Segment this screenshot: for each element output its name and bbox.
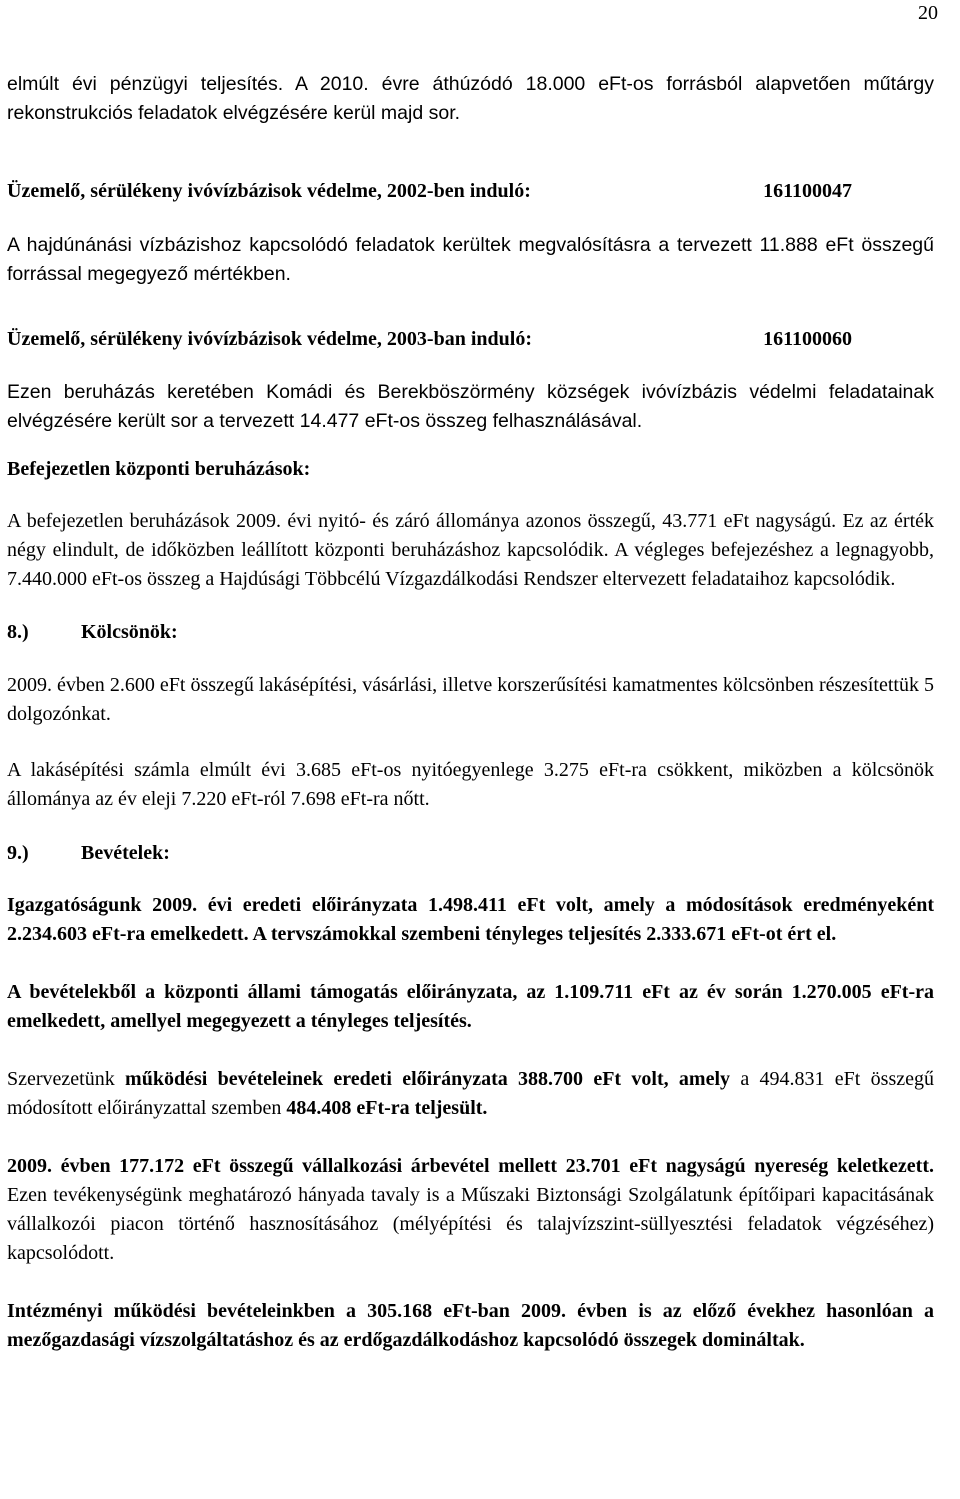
text-run: Szervezetünk bbox=[7, 1068, 126, 1090]
paragraph-komadi: Ezen beruházás keretében Komádi és Berekböszörmény községek ivóvízbázis védelmi feladatainak elvégzésére került sor a tervezett 14.477 eFt-os összeg felhasználásával. bbox=[7, 381, 934, 432]
section-number: 9.) bbox=[7, 842, 29, 864]
project-title: Üzemelő, sérülékeny ivóvízbázisok védelme, 2002-ben induló: bbox=[7, 180, 531, 202]
heading-unfinished-investments: Befejezetlen központi beruházások: bbox=[7, 458, 311, 480]
text-run-bold: 484.408 eFt-ra teljesült. bbox=[286, 1097, 488, 1119]
paragraph-business-revenue bbox=[7, 1152, 934, 1268]
section-heading-revenues bbox=[7, 839, 934, 868]
section-title: Bevételek: bbox=[81, 842, 170, 864]
paragraph-previous-year: elmúlt évi pénzügyi teljesítés. A 2010. évre áthúzódó 18.000 eFt-os forrásból alapvetően műtárgy rekonstrukciós feladatok elvégzésére kerül majd sor. bbox=[7, 73, 934, 124]
project-code: 161100060 bbox=[763, 328, 852, 350]
paragraph-operating-revenue bbox=[7, 1065, 934, 1123]
paragraph-state-support: A bevételekből a központi állami támogatás előirányzata, az 1.109.711 eFt az év során 1.270.005 eFt-ra emelkedett, amellyel megegyezett a tényleges teljesítés. bbox=[7, 981, 934, 1032]
project-code: 161100047 bbox=[763, 180, 852, 202]
page-number: 20 bbox=[918, 2, 938, 24]
paragraph-original-appropriation: Igazgatóságunk 2009. évi eredeti előirányzata 1.498.411 eFt volt, amely a módosítások eredményeként 2.234.603 eFt-ra emelkedett. A tervszámokkal szembeni tényleges teljesítés 2.333.671 eFt-ot ért el. bbox=[7, 894, 934, 945]
section-heading-loans bbox=[7, 618, 934, 647]
paragraph-hajdunanas: A hajdúnánási vízbázishoz kapcsolódó feladatok kerültek megvalósításra a tervezett 11.888 eFt összegű forrással megegyező mértékben. bbox=[7, 234, 934, 285]
project-title: Üzemelő, sérülékeny ivóvízbázisok védelme, 2003-ban induló: bbox=[7, 328, 532, 350]
paragraph-loans: 2009. évben 2.600 eFt összegű lakásépítési, vásárlási, illetve korszerűsítési kamatmentes kölcsönben részesítettük 5 dolgozónkat. bbox=[7, 674, 934, 725]
document-body bbox=[7, 70, 934, 1355]
project-heading-2002 bbox=[7, 177, 934, 206]
text-run-bold: működési bevételeinek eredeti előirányzata 388.700 eFt volt, amely bbox=[125, 1068, 731, 1090]
text-run-bold: 2009. évben 177.172 eFt összegű vállalkozási árbevétel mellett 23.701 eFt nagyságú nyereség keletkezett. bbox=[7, 1155, 934, 1177]
section-number: 8.) bbox=[7, 621, 29, 643]
project-heading-2003 bbox=[7, 325, 934, 354]
paragraph-institutional-revenue: Intézményi működési bevételeinkben a 305.168 eFt-ban 2009. évben is az előző évekhez hasonlóan a mezőgazdasági vízszolgáltatáshoz és az erdőgazdálkodáshoz kapcsolódó összegek domináltak. bbox=[7, 1300, 934, 1351]
paragraph-unfinished-investments: A befejezetlen beruházások 2009. évi nyitó- és záró állománya azonos összegű, 43.771 eFt nagyságú. Ez az érték négy elindult, de időközben leállított központi beruházáshoz kapcsolódik. A végleges befejezéshez a legnagyobb, 7.440.000 eFt-os összeg a Hajdúsági Többcélú Vízgazdálkodási Rendszer eltervezett feladataihoz kapcsolódik. bbox=[7, 510, 934, 590]
text-run: a 494.831 eFt összegű módosított előirányzattal szemben bbox=[7, 1068, 934, 1119]
section-title: Kölcsönök: bbox=[81, 621, 178, 643]
paragraph-housing-account: A lakásépítési számla elmúlt évi 3.685 eFt-os nyitóegyenlege 3.275 eFt-ra csökkent, miközben a kölcsönök állománya az év eleji 7.220 eFt-ról 7.698 eFt-ra nőtt. bbox=[7, 759, 934, 810]
text-run: Ezen tevékenységünk meghatározó hányada tavaly is a Műszaki Biztonsági Szolgálatunk építőipari kapacitásának vállalkozói piacon történő hasznosításához (mélyépítési és talajvízszint-süllyesztési feladatok végzéséhez) kapcsolódott. bbox=[7, 1184, 934, 1264]
